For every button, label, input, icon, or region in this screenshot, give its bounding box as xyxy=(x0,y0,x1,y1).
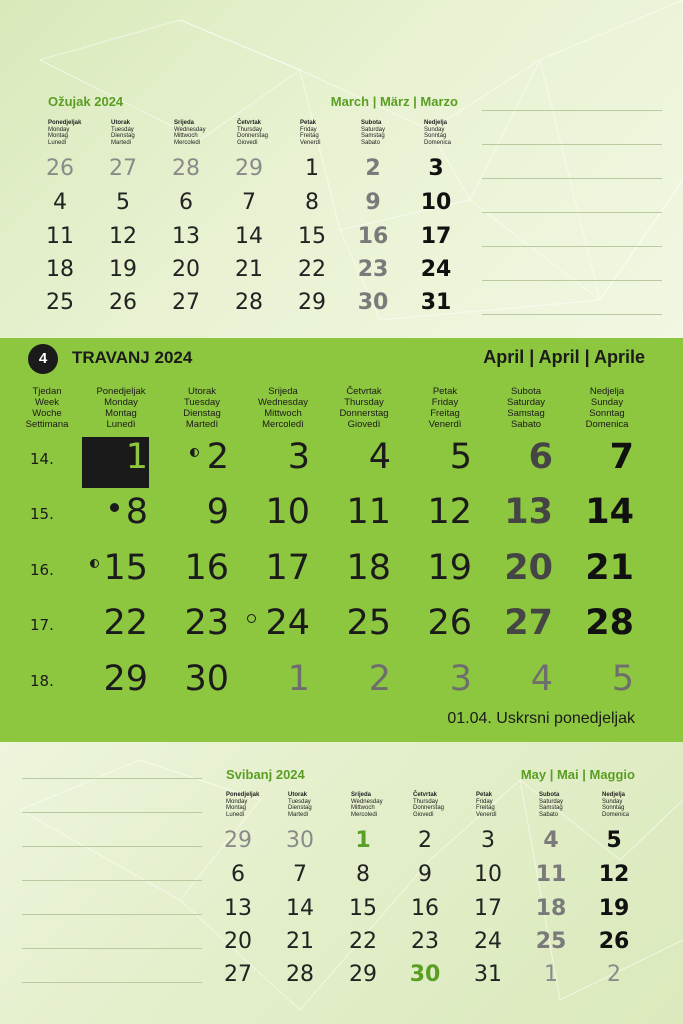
day-cell: 15 xyxy=(349,896,377,921)
day-cell: 14 xyxy=(585,492,634,532)
day-cell: 4 xyxy=(368,437,391,477)
day-name-5 xyxy=(361,120,385,146)
day-name-0 xyxy=(48,120,81,146)
day-cell: 18 xyxy=(46,257,74,282)
day-name-line: Saturday xyxy=(506,397,546,408)
day-name-1 xyxy=(288,792,312,818)
day-cell: 26 xyxy=(427,603,472,643)
day-cell: 24 xyxy=(420,257,452,282)
day-cell: 2 xyxy=(365,156,381,181)
day-cell: 30 xyxy=(357,290,389,315)
day-name-line: Venerdì xyxy=(300,139,321,146)
day-cell: 18 xyxy=(346,548,391,588)
day-cell: 27 xyxy=(109,156,137,181)
day-name-line: Petak xyxy=(476,792,493,798)
day-cell: 5 xyxy=(449,437,472,477)
day-name-line: Friday xyxy=(300,126,317,133)
day-name-line: Thursday xyxy=(237,126,263,133)
day-name-line: Ponedjeljak xyxy=(48,120,82,126)
week-number: 17. xyxy=(30,616,54,634)
day-cell: 25 xyxy=(46,290,74,315)
day-cell: 16 xyxy=(184,548,229,588)
day-cell: 23 xyxy=(357,257,389,282)
day-name-line: Giovedì xyxy=(413,811,434,818)
day-name-line: Sunday xyxy=(424,126,445,133)
day-cell: 5 xyxy=(606,828,622,853)
day-cell: 17 xyxy=(474,896,502,921)
day-name-line: Ponedjeljak xyxy=(226,792,260,798)
day-cell: 9 xyxy=(365,190,381,215)
day-cell: 31 xyxy=(474,962,502,987)
day-name-line: Donnerstag xyxy=(413,805,445,812)
day-cell: 21 xyxy=(235,257,263,282)
day-cell: 22 xyxy=(298,257,326,282)
day-name-line: Tuesday xyxy=(183,397,221,408)
day-cell: 8 xyxy=(356,862,370,887)
day-cell: 1 xyxy=(287,659,310,699)
day-name-line: Freitag xyxy=(476,805,495,812)
day-cell: 12 xyxy=(598,862,630,887)
day-cell: 25 xyxy=(346,603,391,643)
day-name-line: Nedjelja xyxy=(424,120,448,126)
april-day-name-6 xyxy=(567,386,647,430)
day-cell: 2 xyxy=(206,437,229,477)
day-name-4 xyxy=(300,120,321,146)
day-name-6 xyxy=(602,792,629,818)
last-quarter-moon-icon xyxy=(90,559,99,568)
day-cell: 29 xyxy=(298,290,326,315)
day-cell: 27 xyxy=(504,603,553,643)
day-name-line: Sabato xyxy=(361,139,381,146)
day-cell: 19 xyxy=(109,257,137,282)
day-cell: 7 xyxy=(293,862,307,887)
day-cell: 1 xyxy=(544,962,558,987)
day-cell: 29 xyxy=(103,659,148,699)
may-title: Svibanj 2024 xyxy=(226,767,305,782)
day-name-line: Martedì xyxy=(288,811,309,818)
day-name-line: Ponedjeljak xyxy=(96,386,146,397)
day-cell: 5 xyxy=(116,190,130,215)
day-name-line: Nedjelja xyxy=(589,386,625,397)
day-name-line: Montag xyxy=(226,805,247,812)
day-name-4 xyxy=(476,792,497,818)
week-number: 14. xyxy=(30,450,54,468)
day-cell: 11 xyxy=(346,492,391,532)
day-cell: 9 xyxy=(206,492,229,532)
day-cell: 3 xyxy=(428,156,444,181)
day-cell: 17 xyxy=(265,548,310,588)
day-cell: 28 xyxy=(585,603,634,643)
day-cell: 27 xyxy=(224,962,252,987)
day-name-3 xyxy=(237,120,268,146)
day-cell: 23 xyxy=(411,929,439,954)
may-name: May | Mai | Maggio xyxy=(520,767,635,782)
day-name-line: Venerdì xyxy=(428,419,462,430)
day-name-line: Freitag xyxy=(300,133,319,140)
day-name-2 xyxy=(174,120,206,146)
day-cell: 28 xyxy=(172,156,200,181)
day-name-line: Četvrtak xyxy=(413,792,438,798)
day-cell: 6 xyxy=(179,190,193,215)
day-name-line: Giovedì xyxy=(237,139,258,146)
day-name-line: Saturday xyxy=(539,798,564,805)
day-name-line: Montag xyxy=(48,133,69,140)
day-name-line: Wednesday xyxy=(351,798,383,805)
day-cell: 26 xyxy=(598,929,630,954)
holiday-note: 01.04. Uskrsni ponedjeljak xyxy=(447,710,635,727)
day-name-line: Wednesday xyxy=(258,397,308,408)
day-cell: 4 xyxy=(530,659,553,699)
day-name-line: Sabato xyxy=(510,419,542,430)
day-name-line: Sonntag xyxy=(424,133,447,140)
day-cell: 29 xyxy=(224,828,252,853)
day-cell: 10 xyxy=(474,862,502,887)
day-cell: 3 xyxy=(287,437,310,477)
new-moon-icon xyxy=(110,503,119,512)
day-cell: 2 xyxy=(418,828,432,853)
day-name-line: Četvrtak xyxy=(237,120,262,126)
day-name-line: Tuesday xyxy=(111,126,134,133)
day-cell: 7 xyxy=(242,190,256,215)
april-title: TRAVANJ 2024 xyxy=(72,348,193,367)
day-cell: 19 xyxy=(427,548,472,588)
day-name-0 xyxy=(226,792,259,818)
day-name-line: Donnerstag xyxy=(237,133,269,140)
day-cell: 22 xyxy=(349,929,377,954)
day-name-line: Utorak xyxy=(288,792,308,798)
full-moon-icon xyxy=(247,614,256,623)
day-cell: 20 xyxy=(504,548,553,588)
day-name-line: Mercoledì xyxy=(351,811,378,818)
day-name-line: Freitag xyxy=(430,408,460,419)
day-name-line: Friday xyxy=(431,397,459,408)
day-name-line: Donnerstag xyxy=(339,408,389,419)
day-name-line: Friday xyxy=(476,798,493,805)
day-name-line: Domenica xyxy=(602,811,630,818)
day-name-line: Saturday xyxy=(361,126,386,133)
day-name-line: Lunedì xyxy=(48,139,67,146)
day-cell: 26 xyxy=(109,290,137,315)
day-cell: 20 xyxy=(224,929,252,954)
day-cell: 11 xyxy=(535,862,567,887)
day-name-line: Dienstag xyxy=(111,133,135,140)
april-name: April | April | Aprile xyxy=(483,347,645,367)
day-cell: 6 xyxy=(528,437,553,477)
day-cell: 1 xyxy=(355,828,371,853)
day-cell: 12 xyxy=(427,492,472,532)
day-cell: 24 xyxy=(265,603,310,643)
day-name-line: Martedì xyxy=(185,419,219,430)
month-number-badge: 4 xyxy=(28,344,58,374)
day-name-6 xyxy=(424,120,451,146)
day-cell: 20 xyxy=(172,257,200,282)
day-name-line: Monday xyxy=(104,397,138,408)
day-name-line: Samstag xyxy=(361,133,385,140)
day-name-2 xyxy=(351,792,383,818)
day-cell: 30 xyxy=(286,828,314,853)
day-name-3 xyxy=(413,792,444,818)
day-name-line: Thursday xyxy=(344,397,384,408)
day-name-line: Venerdì xyxy=(476,811,497,818)
day-cell: 7 xyxy=(609,437,634,477)
day-name-line: Lunedì xyxy=(106,419,136,430)
day-cell: 25 xyxy=(535,929,567,954)
day-name-line: Sunday xyxy=(602,798,623,805)
day-cell: 16 xyxy=(411,896,439,921)
day-cell: 22 xyxy=(103,603,148,643)
day-name-line: Lunedì xyxy=(226,811,245,818)
day-name-line: Srijeda xyxy=(174,120,195,126)
day-cell: 16 xyxy=(357,224,389,249)
day-cell: 4 xyxy=(53,190,67,215)
april-day-name-4 xyxy=(405,386,485,430)
day-cell: 14 xyxy=(235,224,263,249)
first-quarter-moon-icon xyxy=(190,448,199,457)
day-cell: 24 xyxy=(474,929,502,954)
day-cell: 29 xyxy=(235,156,263,181)
day-cell: 30 xyxy=(409,962,441,987)
day-name-line: Mercoledì xyxy=(174,139,201,146)
day-name-line: Samstag xyxy=(507,408,545,419)
day-name-line: Petak xyxy=(432,386,458,397)
day-name-line: Utorak xyxy=(111,120,131,126)
week-number: 16. xyxy=(30,561,54,579)
day-cell: 13 xyxy=(504,492,553,532)
day-name-line: Monday xyxy=(48,126,70,133)
day-name-line: Petak xyxy=(300,120,317,126)
day-name-line: Četvrtak xyxy=(346,386,382,397)
day-cell: 12 xyxy=(109,224,137,249)
day-cell: 6 xyxy=(231,862,245,887)
day-name-line: Sonntag xyxy=(589,408,625,419)
day-cell: 2 xyxy=(368,659,391,699)
day-cell: 5 xyxy=(611,659,634,699)
day-cell: 19 xyxy=(598,896,630,921)
day-cell: 29 xyxy=(349,962,377,987)
day-name-line: Domenica xyxy=(585,419,629,430)
day-cell: 1 xyxy=(305,156,319,181)
day-cell: 8 xyxy=(305,190,319,215)
day-cell: 21 xyxy=(585,548,634,588)
day-name-line: Domenica xyxy=(424,139,452,146)
day-name-line: Subota xyxy=(361,120,382,126)
day-cell: 30 xyxy=(184,659,229,699)
march-title: Ožujak 2024 xyxy=(48,94,124,109)
day-name-line: Subota xyxy=(510,386,542,397)
day-cell: 4 xyxy=(543,828,559,853)
day-name-line: Nedjelja xyxy=(602,792,626,798)
day-cell: 11 xyxy=(46,224,74,249)
day-cell: 10 xyxy=(420,190,452,215)
day-name-line: Montag xyxy=(105,408,137,419)
day-name-1 xyxy=(111,120,135,146)
day-cell: 3 xyxy=(449,659,472,699)
april-day-name-3 xyxy=(324,386,404,430)
day-cell: 3 xyxy=(481,828,495,853)
day-name-line: Mittwoch xyxy=(174,133,198,140)
day-name-line: Sonntag xyxy=(602,805,625,812)
day-name-line: Monday xyxy=(226,798,248,805)
day-name-line: Thursday xyxy=(413,798,439,805)
day-name-line: Mittwoch xyxy=(264,408,302,419)
day-name-5 xyxy=(539,792,563,818)
day-name-line: Srijeda xyxy=(351,792,372,798)
day-cell: 27 xyxy=(172,290,200,315)
day-cell: 28 xyxy=(286,962,314,987)
march-name: March | März | Marzo xyxy=(330,94,458,109)
day-cell: 13 xyxy=(172,224,200,249)
day-cell: 1 xyxy=(125,437,148,477)
day-cell: 13 xyxy=(224,896,252,921)
day-cell: 26 xyxy=(46,156,74,181)
day-name-line: Sunday xyxy=(590,397,624,408)
day-name-line: Samstag xyxy=(539,805,563,812)
day-cell: 10 xyxy=(265,492,310,532)
day-cell: 2 xyxy=(607,962,621,987)
week-number: 15. xyxy=(30,505,54,523)
april-day-name-5 xyxy=(486,386,566,430)
week-column-header: Tjedan Week Woche Settimana xyxy=(25,386,69,430)
day-name-line: Wednesday xyxy=(174,126,206,133)
day-name-line: Dienstag xyxy=(288,805,312,812)
day-name-line: Sabato xyxy=(539,811,559,818)
april-day-name-2 xyxy=(243,386,323,430)
day-name-line: Mercoledì xyxy=(262,419,304,430)
day-cell: 14 xyxy=(286,896,314,921)
day-name-line: Martedì xyxy=(111,139,132,146)
day-cell: 15 xyxy=(298,224,326,249)
april-day-name-1 xyxy=(162,386,242,430)
day-name-line: Subota xyxy=(539,792,560,798)
day-cell: 18 xyxy=(535,896,567,921)
day-cell: 9 xyxy=(418,862,432,887)
day-name-line: Giovedì xyxy=(347,419,381,430)
day-cell: 8 xyxy=(125,492,148,532)
day-cell: 21 xyxy=(286,929,314,954)
april-day-name-0 xyxy=(81,386,161,430)
day-cell: 15 xyxy=(103,548,148,588)
day-name-line: Utorak xyxy=(188,386,216,397)
day-cell: 17 xyxy=(420,224,452,249)
day-cell: 28 xyxy=(235,290,263,315)
week-number: 18. xyxy=(30,672,54,690)
day-cell: 31 xyxy=(420,290,452,315)
day-name-line: Mittwoch xyxy=(351,805,375,812)
day-cell: 23 xyxy=(184,603,229,643)
day-name-line: Srijeda xyxy=(268,386,298,397)
day-name-line: Dienstag xyxy=(183,408,221,419)
day-name-line: Tuesday xyxy=(288,798,311,805)
